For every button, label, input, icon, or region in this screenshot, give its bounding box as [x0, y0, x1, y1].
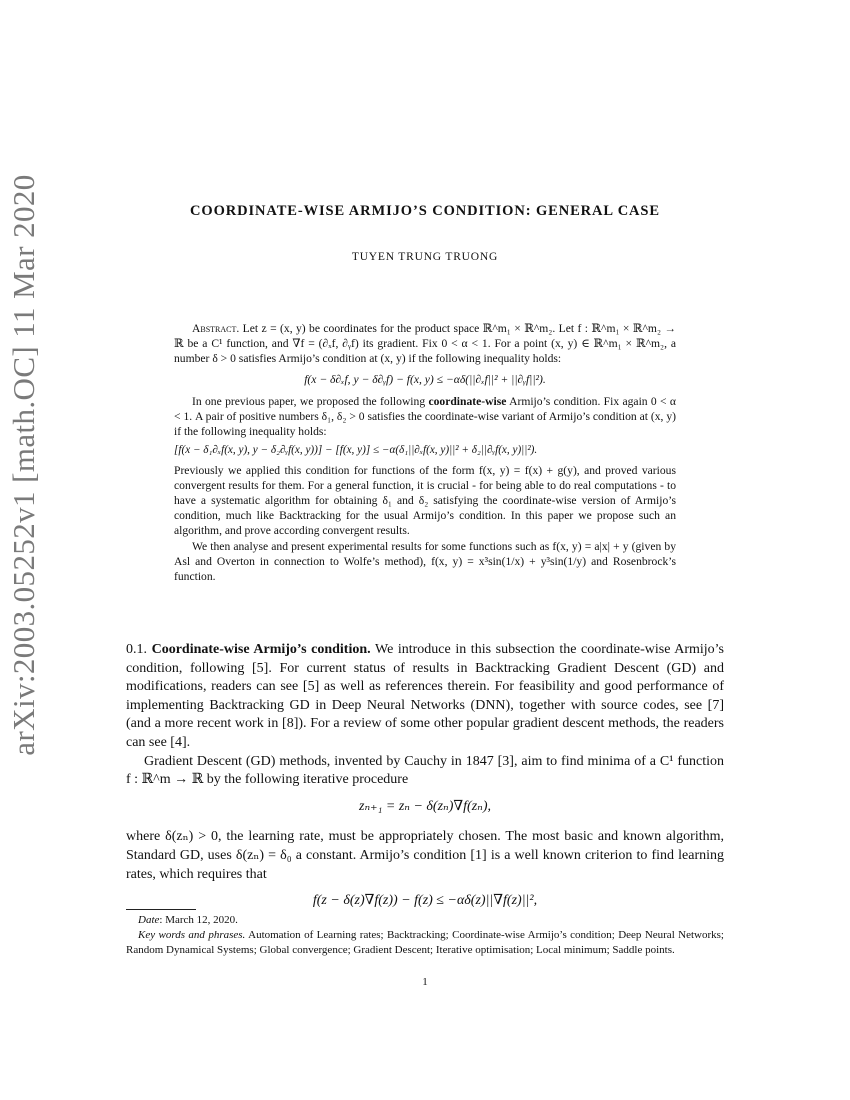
equation-armijo-condition: f(z − δ(z)∇f(z)) − f(z) ≤ −αδ(z)||∇f(z)||²,: [312, 893, 538, 909]
section-body: [126, 641, 724, 923]
section-number: 0.1.: [126, 642, 152, 657]
equation-gd-iteration: zₙ₊₁ = zₙ − δ(zₙ)∇f(zₙ),: [359, 798, 491, 814]
section-heading: Coordinate-wise Armijo’s condition.: [151, 642, 371, 657]
abstract-equation-coordinatewise: [f(x − δ₁∂ₓf(x, y), y − δ₂∂ᵧf(x, y))] − [f(x, y)] ≤ −α(δ₁||∂ₓf(x, y)||² + δ₂||∂ᵧf(x, y)||²).: [174, 444, 538, 457]
abstract-bold-term: coordinate-wise: [428, 394, 507, 408]
abstract-paragraph-1: [174, 321, 676, 367]
abstract-paragraph-3: Previously we applied this condition for functions of the form f(x, y) = f(x) + g(y), and proved various convergent results for them. For a general function, it is crucial - for being able to do real computations - to have a systematic algorithm for obtaining δ₁ and δ₂ satisfying the coordinate-wise version of Armijo’s condition, much like Backtracking for the usual Armijo’s condition. In this paper we propose such an algorithm, and prove according convergent results.: [174, 463, 676, 538]
abstract-paragraph-4: We then analyse and present experimental results for some functions such as f(x, y) = a|x| + y (given by Asl and Overton in connection to Wolfe’s method), f(x, y) = x³sin(1/x) + y³sin(1/y) and Rosenbrock’s function.: [174, 539, 676, 584]
abstract-equation-armijo: f(x − δ∂ₓf, y − δ∂ᵧf) − f(x, y) ≤ −αδ(||∂ₓf||² + ||∂ᵧf||²).: [304, 372, 546, 386]
abstract-text-2a: In one previous paper, we proposed the following: [192, 394, 429, 408]
abstract-label: Abstract.: [192, 322, 240, 335]
abstract-text-1: Let z = (x, y) be coordinates for the product space ℝ^m₁ × ℝ^m₂. Let f : ℝ^m₁ × ℝ^m₂ → ℝ be a C¹ function, and ∇f = (∂ₓf, ∂ᵧf) its gradient. Fix 0 < α < 1. For a point (x, y) ∈ ℝ^m₁ × ℝ^m₂, a number δ > 0 satisfies Armijo’s condition at (x, y) if the following inequality holds:: [174, 322, 676, 366]
paper-author: TUYEN TRUNG TRUONG: [351, 251, 499, 263]
section-text-1: We introduce in this subsection the coordinate-wise Armijo’s condition, following [5]. For current status of results in Backtracking Gradient Descent (GD) and modifications, readers can see [5] as well as references therein. For feasibility and good performance of implementing Backtracking GD in Deep Neural Networks (DNN), together with source codes, see [7] (and a more recent work in [8]). For a review of some other popular gradient descent methods, the readers can see [4].: [126, 642, 725, 750]
arxiv-identifier-stamp: [0, 0, 48, 1100]
page-number: 1: [422, 976, 428, 988]
paper-title: COORDINATE-WISE ARMIJO’S CONDITION: GENERAL CASE: [190, 203, 660, 219]
footnote-divider: [126, 909, 196, 910]
abstract: [174, 321, 676, 584]
abstract-text-2b: Armijo’s condition. Fix again 0 < α < 1. A pair of positive numbers δ₁, δ₂ > 0 satisfies the coordinate-wise variant of Armijo’s condition at (x, y) if the following inequality holds:: [174, 394, 676, 439]
section-paragraph-3: where δ(zₙ) > 0, the learning rate, must be appropriately chosen. The most basic and known algorithm, Standard GD, uses δ(zₙ) = δ₀ a constant. Armijo’s condition [1] is a well known criterion to find learning rates, which requires that: [126, 829, 724, 882]
footnote-keywords: [126, 928, 724, 958]
footnote-date-label: Date: [138, 914, 160, 926]
arxiv-identifier-text: arXiv:2003.05252v1 [math.OC] 11 Mar 2020: [6, 174, 41, 756]
footnote-date: [126, 913, 724, 928]
section-paragraph-1: [126, 641, 724, 753]
section-paragraph-2: Gradient Descent (GD) methods, invented by Cauchy in 1847 [3], aim to find minima of a C¹ function f : ℝ^m → ℝ by the following iterative procedure: [126, 753, 724, 788]
footnote-keywords-label: Key words and phrases.: [138, 928, 246, 941]
abstract-paragraph-2: [174, 394, 676, 440]
footnote-keywords-value: Automation of Learning rates; Backtracking; Coordinate-wise Armijo’s condition; Deep Neural Networks; Random Dynamical Systems; Global convergence; Gradient Descent; Iterative optimisation; Local minimum; Saddle points.: [126, 928, 724, 956]
footnotes: [126, 913, 724, 957]
footnote-date-value: : March 12, 2020.: [159, 914, 238, 926]
